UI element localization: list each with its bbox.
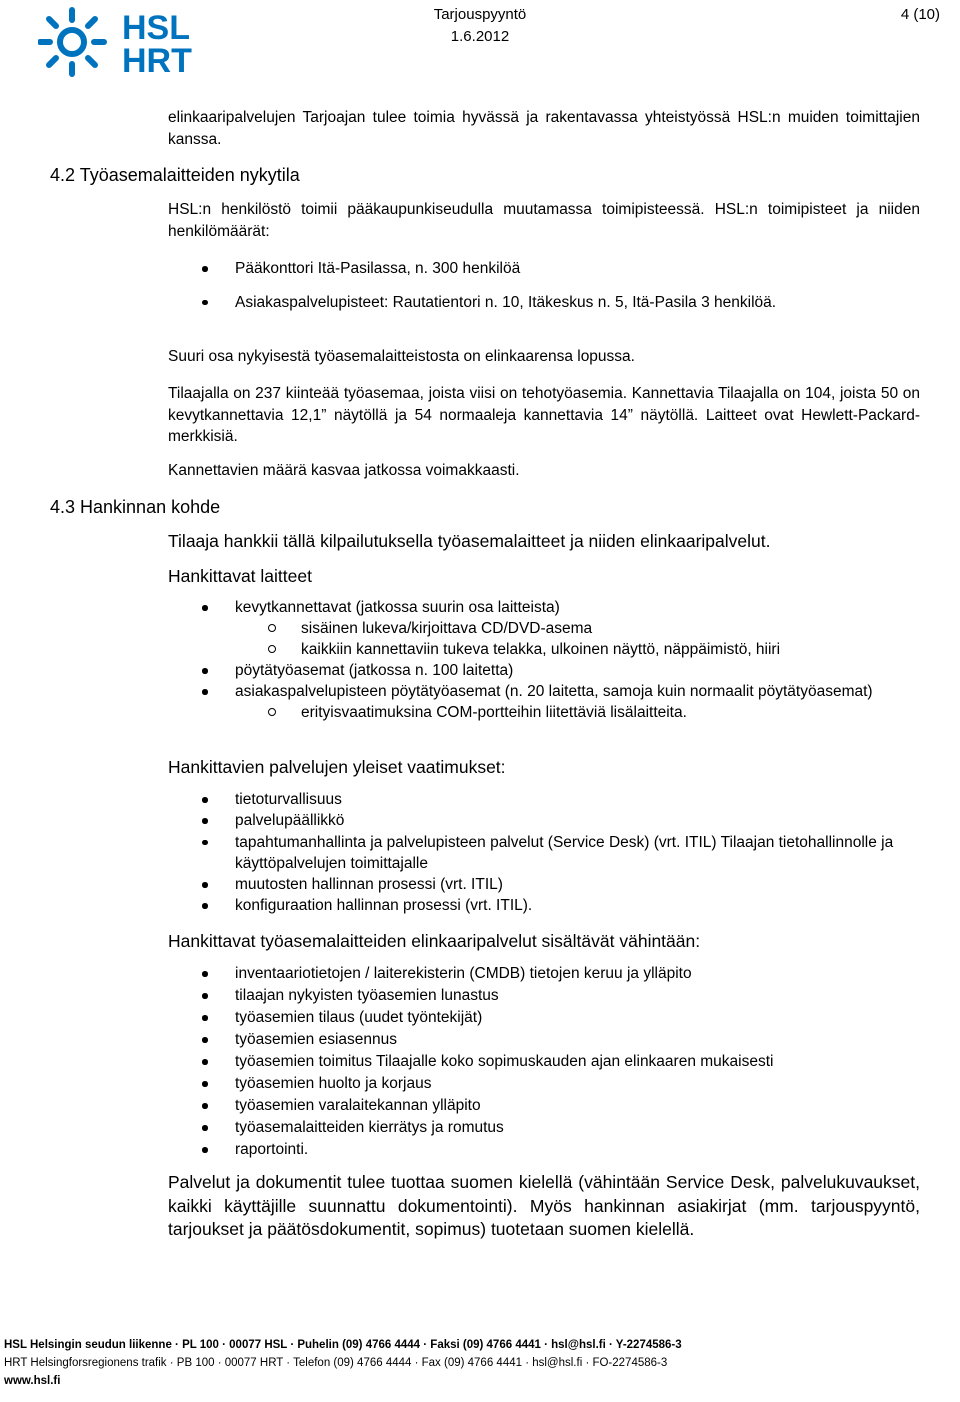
document-date: 1.6.2012	[450, 28, 510, 45]
s42-bullet-list	[168, 258, 920, 313]
list-item: inventaariotietojen / laiterekisterin (CMDB) tietojen keruu ja ylläpito	[168, 963, 920, 985]
list-item: asiakaspalvelupisteen pöytätyöasemat (n. 20 laitetta, samoja kuin normaalit pöytätyöasemat)	[168, 681, 920, 702]
list-item: työasemien huolto ja korjaus	[168, 1073, 920, 1095]
section-heading-4-3: 4.3 Hankinnan kohde	[50, 497, 221, 517]
s42-paragraph-3: Tilaajalla on 237 kiinteää työasemaa, joista viisi on tehotyöasemia. Kannettavia Tilaajalla on 104, joista 50 on kevytkannettavia 12,1” näytöllä ja 54 normaaleja kannettavia 14” näytöllä. Laitteet ovat Hewlett-Packard-merkkisiä.	[168, 385, 920, 445]
page-footer	[4, 1336, 954, 1390]
list-item: työasemien toimitus Tilaajalle koko sopimuskauden ajan elinkaaren mukaisesti	[168, 1051, 920, 1073]
section-heading-4-2: 4.2 Työasemalaitteiden nykytila	[50, 165, 300, 185]
list-item: palvelupäällikkö	[168, 810, 920, 831]
logo-text-hrt: HRT	[122, 42, 192, 78]
s42-paragraph-1: HSL:n henkilöstö toimii pääkaupunkiseudulla muutamassa toimipisteessä. HSL:n toimipisteet ja niiden henkilömäärät:	[168, 201, 920, 240]
footer-website-link[interactable]: www.hsl.fi	[4, 1375, 61, 1387]
list-item: työasemien varalaitekannan ylläpito	[168, 1095, 920, 1117]
document-title: Tarjouspyyntö	[433, 6, 527, 23]
devices-list	[168, 597, 920, 723]
list-item: tilaajan nykyisten työasemien lunastus	[168, 985, 920, 1007]
list-item: pöytätyöasemat (jatkossa n. 100 laitetta)	[168, 660, 920, 681]
footer-line-fi: HSL Helsingin seudun liikenne · PL 100 · 00077 HSL · Puhelin (09) 4766 4444 · Faksi (09) 4766 4441 · hsl@hsl.fi · Y-2274586-3	[4, 1339, 682, 1351]
requirements-list	[168, 789, 920, 917]
s42-paragraph-4: Kannettavien määrä kasvaa jatkossa voimakkaasti.	[168, 462, 520, 479]
footer-line-sv: HRT Helsingforsregionens trafik · PB 100 · 00077 HRT · Telefon (09) 4766 4444 · Fax (09) 4766 4441 · hsl@hsl.fi · FO-2274586-3	[4, 1357, 668, 1369]
s43-paragraph-4: Hankittavat työasemalaitteiden elinkaaripalvelut sisältävät vähintään:	[168, 931, 701, 951]
hsl-logo	[38, 6, 238, 83]
list-subitem: erityisvaatimuksina COM-portteihin liitettäviä lisälaitteita.	[168, 702, 920, 723]
list-item: tapahtumanhallinta ja palvelupisteen palvelut (Service Desk) (vrt. ITIL) Tilaajan tietohallinnolle ja käyttöpalvelujen toimittajalle	[168, 832, 920, 875]
list-item: työasemien tilaus (uudet työntekijät)	[168, 1007, 920, 1029]
hsl-logo-icon	[38, 6, 238, 78]
services-list	[168, 963, 920, 1161]
document-header	[360, 4, 600, 48]
s43-paragraph-2: Hankittavat laitteet	[168, 566, 312, 586]
list-subitem: kaikkiin kannettaviin tukeva telakka, ulkoinen näyttö, näppäimistö, hiiri	[168, 639, 920, 660]
list-item: kevytkannettavat (jatkossa suurin osa laitteista)	[168, 597, 920, 618]
list-subitem: sisäinen lukeva/kirjoittava CD/DVD-asema	[168, 618, 920, 639]
list-item: raportointi.	[168, 1139, 920, 1161]
list-item: työasemien esiasennus	[168, 1029, 920, 1051]
intro-paragraph: elinkaaripalvelujen Tarjoajan tulee toimia hyvässä ja rakentavassa yhteistyössä HSL:n muiden toimittajien kanssa.	[168, 109, 920, 148]
s43-paragraph-1: Tilaaja hankkii tällä kilpailutuksella työasemalaitteet ja niiden elinkaaripalvelut.	[168, 531, 771, 551]
s43-paragraph-5: Palvelut ja dokumentit tulee tuottaa suomen kielellä (vähintään Service Desk, palvelukuvaukset, kaikki käyttäjille suunnattu dokumentointi). Myös hankinnan asiakirjat (mm. tarjouspyyntö, tarjoukset ja päätösdokumentit, sopimus) tuotetaan suomen kielellä.	[168, 1172, 920, 1239]
s43-paragraph-3: Hankittavien palvelujen yleiset vaatimukset:	[168, 757, 506, 777]
logo-text-hsl: HSL	[122, 9, 190, 47]
list-item: konfiguraation hallinnan prosessi (vrt. ITIL).	[168, 895, 920, 916]
list-item: Asiakaspalvelupisteet: Rautatientori n. 10, Itäkeskus n. 5, Itä-Pasila 3 henkilöä.	[168, 292, 920, 314]
list-item: muutosten hallinnan prosessi (vrt. ITIL)	[168, 874, 920, 895]
list-item: tietoturvallisuus	[168, 789, 920, 810]
page-number: 4 (10)	[900, 6, 940, 23]
s42-paragraph-2: Suuri osa nykyisestä työasemalaitteistosta on elinkaarensa lopussa.	[168, 348, 635, 365]
list-item: työasemalaitteiden kierrätys ja romutus	[168, 1117, 920, 1139]
list-item: Pääkonttori Itä-Pasilassa, n. 300 henkilöä	[168, 258, 920, 280]
